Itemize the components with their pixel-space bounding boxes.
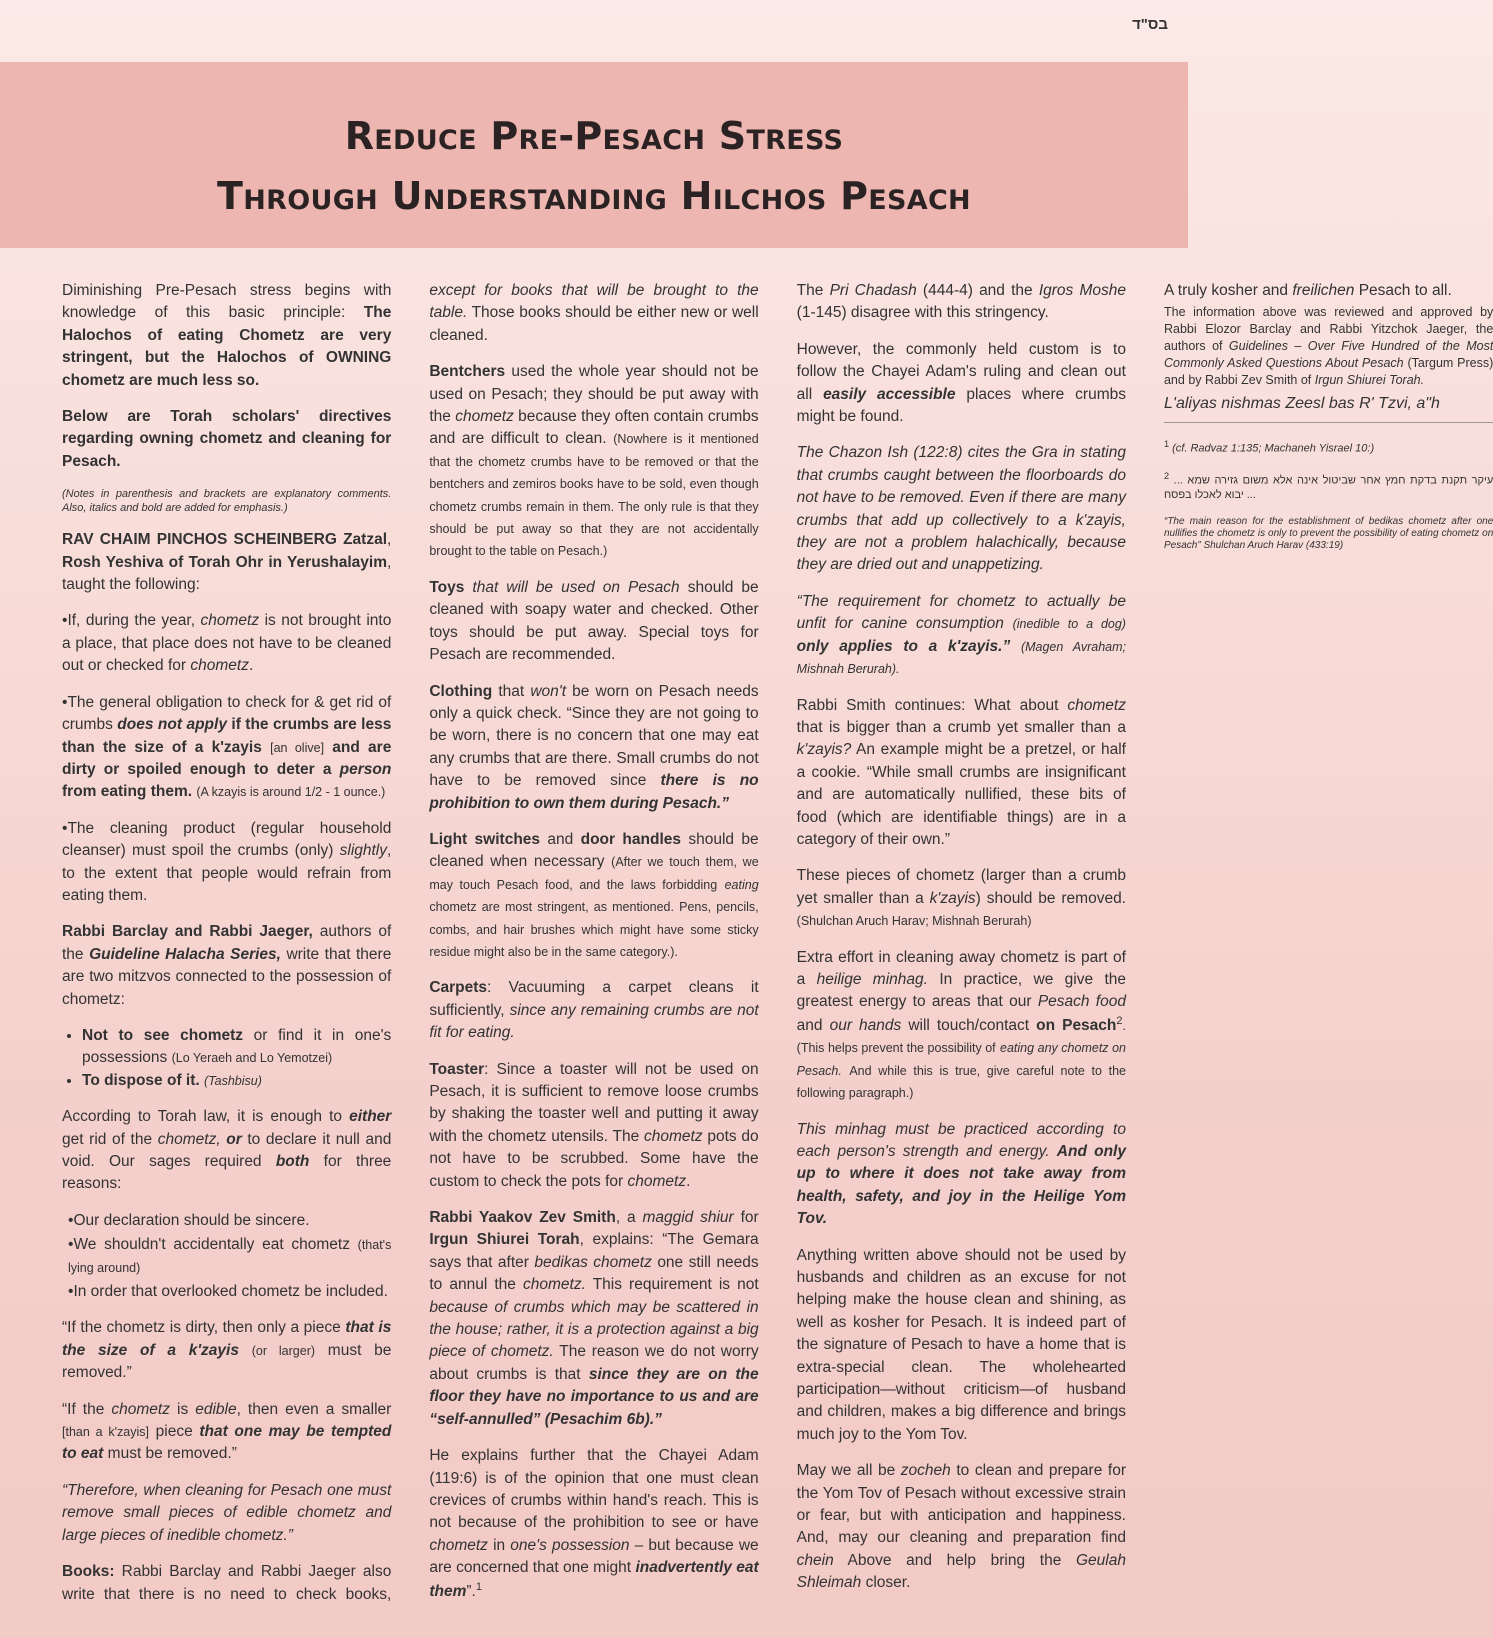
clothing-paragraph: Clothing that won't be worn on Pesach needs only a quick check. “Since they are not going to be worn, there is no concern that one may eat any crumbs that are there. Small crumbs do not have to be removed since there is no prohibition to own them during Pesach.” xyxy=(429,682,759,812)
truly-kosher-line: A truly kosher and freilichen Pesach to all. xyxy=(1163,282,1452,299)
barclay-jaeger-paragraph: Rabbi Barclay and Rabbi Jaeger, authors of the Guideline Halacha Series, write that there are two mitzvos connected to the possession of chometz: xyxy=(62,923,392,1008)
footnote-ref-2: 2 xyxy=(1116,1014,1123,1027)
quote-edible: “If the chometz is edible, then even a smaller [than a k'zayis] piece that one may be tempted to eat must be removed.” xyxy=(62,1400,392,1463)
smith-continues-paragraph: Rabbi Smith continues: What about chometz that is bigger than a crumb yet smaller than a k'zayis? An example might be a pretzel, or half a cookie. “While small crumbs are insignificant and are automatically nullified, these bits of food (which are identifiable things) are in a category of their own.” xyxy=(796,696,1126,848)
reasons-list xyxy=(62,1210,391,1304)
mitzvos-list xyxy=(62,1025,391,1092)
toys-paragraph: Toys that will be used on Pesach should be cleaned with soapy water and checked. Other toys should be put away. Special toys for Pesach are recommended. xyxy=(429,578,759,664)
footnote-1: $^1$ (cf. Radvaz 1:135; Machaneh Yisrael 10:) xyxy=(1163,438,1375,455)
footnote-2: $^2$ ... עיקר תקנת בדקת חמץ אחר שביטול אינה אלא משום גזירה שמא יבוא לאכלו בפסח ... xyxy=(1163,471,1493,502)
quote-dirty: “If the chometz is dirty, then only a piece that is the size of a k'zayis (or larger) must be removed.” xyxy=(62,1319,392,1382)
dedication-line: L'aliyas nishmas Zeesl bas R' Tzvi, a"h xyxy=(1164,393,1493,422)
intro-paragraph: Diminishing Pre-Pesach stress begins with knowledge of this basic principle: The Halochos of eating Chometz are very stringent, but the Halochos of OWNING chometz are much less so. xyxy=(62,282,392,389)
bullet-3: •The cleaning product (regular household cleanser) must spoil the crumbs (only) slightly, to the extent that people would refrain from eating them. xyxy=(62,819,392,904)
list-item: • To dispose of it. (Tashbisu) xyxy=(82,1070,391,1092)
extra-effort-paragraph: Extra effort in cleaning away chometz is part of a heilige minhag. In practice, we give the greatest energy to areas that our Pesach food and our hands will touch/contact on Pesach$^2$. (This helps prevent the possibility of eating any chometz on Pesach. And while this is true, give careful note to the following paragraph.) xyxy=(796,948,1127,1101)
anything-paragraph: Anything written above should not be used by husbands and children as an excuse for not helping make the house clean and shining, as well as kosher for Pesach. It is indeed part of the signature of Pesach to have a home that is extra-special clean. The wholehearted participation—without criticism—of husband and children, makes a big difference and brings much joy to the Yom Tov. xyxy=(796,1246,1126,1443)
pieces-paragraph: These pieces of chometz (larger than a crumb yet smaller than a k'zayis) should be removed. (Shulchan Aruch Harav; Mishnah Berurah) xyxy=(796,867,1126,929)
bullet-1: •If, during the year, chometz is not brought into a place, that place does not have to be cleaned out or checked for chometz. xyxy=(62,612,392,675)
bentchers-paragraph: Bentchers used the whole year should not be used on Pesach; they should be put away with the chometz because they often contain crumbs and are difficult to clean. (Nowhere is it mentioned that the chometz crumbs have to be removed or that the bentchers and zemiros books have to be sold, even though chometz crumbs remain in them. The only rule is that they should be put away so that they are not accidentally brought to the table on Pesach.) xyxy=(429,363,759,559)
title-banner xyxy=(0,62,1188,248)
rav-scheinberg-paragraph: RAV CHAIM PINCHOS SCHEINBERG Zatzal, Rosh Yeshiva of Torah Ohr in Yerushalayim, taught the following: xyxy=(62,531,392,594)
light-switches-paragraph: Light switches and door handles should be cleaned when necessary (After we touch them, we may touch Pesach food, and the laws forbidding eating chometz are most stringent, as mentioned. Pens, pencils, combs, and hair brushes which might have some sticky residue might also be in the same category.). xyxy=(429,830,759,959)
rabbi-smith-paragraph: Rabbi Yaakov Zev Smith, a maggid shiur for Irgun Shiurei Torah, explains: “The Gemara says that after bedikas chometz one still needs to annul the chometz. This requirement is not because of crumbs which may be scattered in the house; rather, it is a protection against a big piece of chometz. The reason we do not worry about crumbs is that since they are on the floor they have no importance to us and are “self-annulled” (Pesachim 6b).” xyxy=(429,1209,759,1428)
list-item: •Our declaration should be sincere. xyxy=(68,1211,310,1229)
pri-chadash-paragraph: The Pri Chadash (444-4) and the Igros Moshe (1-145) disagree with this stringency. xyxy=(796,282,1126,322)
books-paragraph: Books: Rabbi Barclay and Rabbi Jaeger also write that there is no need to check books, except for books that will be brought to the table. Those books should be either new or well cleaned. xyxy=(62,282,759,1603)
title-line-2: Through Understanding Hilchos Pesach xyxy=(217,174,971,218)
minhag-paragraph: This minhag must be practiced according to each person's strength and energy. And only up to where it does not take away from health, safety, and joy in the Heilige Yom Tov. xyxy=(796,1120,1126,1228)
quote-therefore: “Therefore, when cleaning for Pesach one must remove small pieces of edible chometz and large pieces of inedible chometz.” xyxy=(62,1481,392,1544)
page-title xyxy=(0,106,1188,226)
torah-law-paragraph: According to Torah law, it is enough to either get rid of the chometz, or to declare it null and void. Our sages required both for three reasons: xyxy=(62,1108,392,1193)
may-we-paragraph: May we all be zocheh to clean and prepare for the Yom Tov of Pesach without excessive strain or fear, but with anticipation and happiness. And, may our cleaning and preparation find chein Above and help bring the Geulah Shleimah closer. xyxy=(796,1462,1126,1592)
list-item: • Not to see chometz or find it in one's possessions (Lo Yeraeh and Lo Yemotzei) xyxy=(82,1025,391,1070)
approval-note: The information above was reviewed and approved by Rabbi Elozor Barclay and Rabbi Yitzchok Jaeger, the authors of Guidelines – Over Five Hundred of the Most Commonly Asked Questions About Pesach (Targum Press) and by Rabbi Zev Smith of Irgun Shiurei Torah. xyxy=(1163,305,1493,388)
bullet-2: •The general obligation to check for & get rid of crumbs does not apply if the crumbs are less than the size of a k'zayis [an olive] and are dirty or spoiled enough to deter a person from eating them. (A kzayis is around 1/2 - 1 ounce.) xyxy=(62,693,392,801)
list-item: •In order that overlooked chometz be included. xyxy=(68,1283,388,1301)
footnote-2-translation: “The main reason for the establishment of bedikas chometz after one nullifies the chometz is only to prevent the possibility of eating chometz on Pesach” Shulchan Aruch Harav (433:19) xyxy=(1163,516,1493,552)
canine-paragraph: “The requirement for chometz to actually be unfit for canine consumption (inedible to a dog) only applies to a k'zayis.” (Magen Avraham; Mishnah Berurah). xyxy=(796,592,1126,677)
chazon-ish-paragraph: The Chazon Ish (122:8) cites the Gra in stating that crumbs caught between the floorboards do not have to be removed. Even if there are many crumbs that add up collectively to a k'zayis, they are not a problem halachically, because they are dried out and unappetizing. xyxy=(796,444,1126,574)
list-item: •We shouldn't accidentally eat chometz (that's lying around) xyxy=(68,1236,392,1275)
custom-paragraph: However, the commonly held custom is to follow the Chayei Adam's ruling and clean out all easily accessible places where crumbs might be found. xyxy=(796,340,1126,426)
title-line-1: Reduce Pre-Pesach Stress xyxy=(344,114,844,158)
article-body xyxy=(62,280,1493,1620)
footnote-ref-1: 1 xyxy=(475,1580,482,1593)
chayei-adam-paragraph: He explains further that the Chayei Adam (119:6) is of the opinion that one must clean crevices of crumbs within hand's reach. This is not because of the prohibition to see or have chometz in one's possession – but because we are concerned that one might inadvertently eat them”.$^1$ xyxy=(429,1447,759,1600)
explanatory-note: (Notes in parenthesis and brackets are explanatory comments. Also, italics and bold are added for emphasis.) xyxy=(62,488,392,515)
toaster-paragraph: Toaster: Since a toaster will not be used on Pesach, it is sufficient to remove loose crumbs by shaking the toaster well and putting it away with the chometz utensils. The chometz pots do not have to be scrubbed. Some have the custom to check the pots for chometz. xyxy=(429,1060,759,1190)
page-marker: בס"ד xyxy=(1132,16,1168,33)
carpets-paragraph: Carpets: Vacuuming a carpet cleans it sufficiently, since any remaining crumbs are not fit for eating. xyxy=(429,979,759,1042)
directives-paragraph: Below are Torah scholars' directives regarding owning chometz and cleaning for Pesach. xyxy=(62,408,392,470)
